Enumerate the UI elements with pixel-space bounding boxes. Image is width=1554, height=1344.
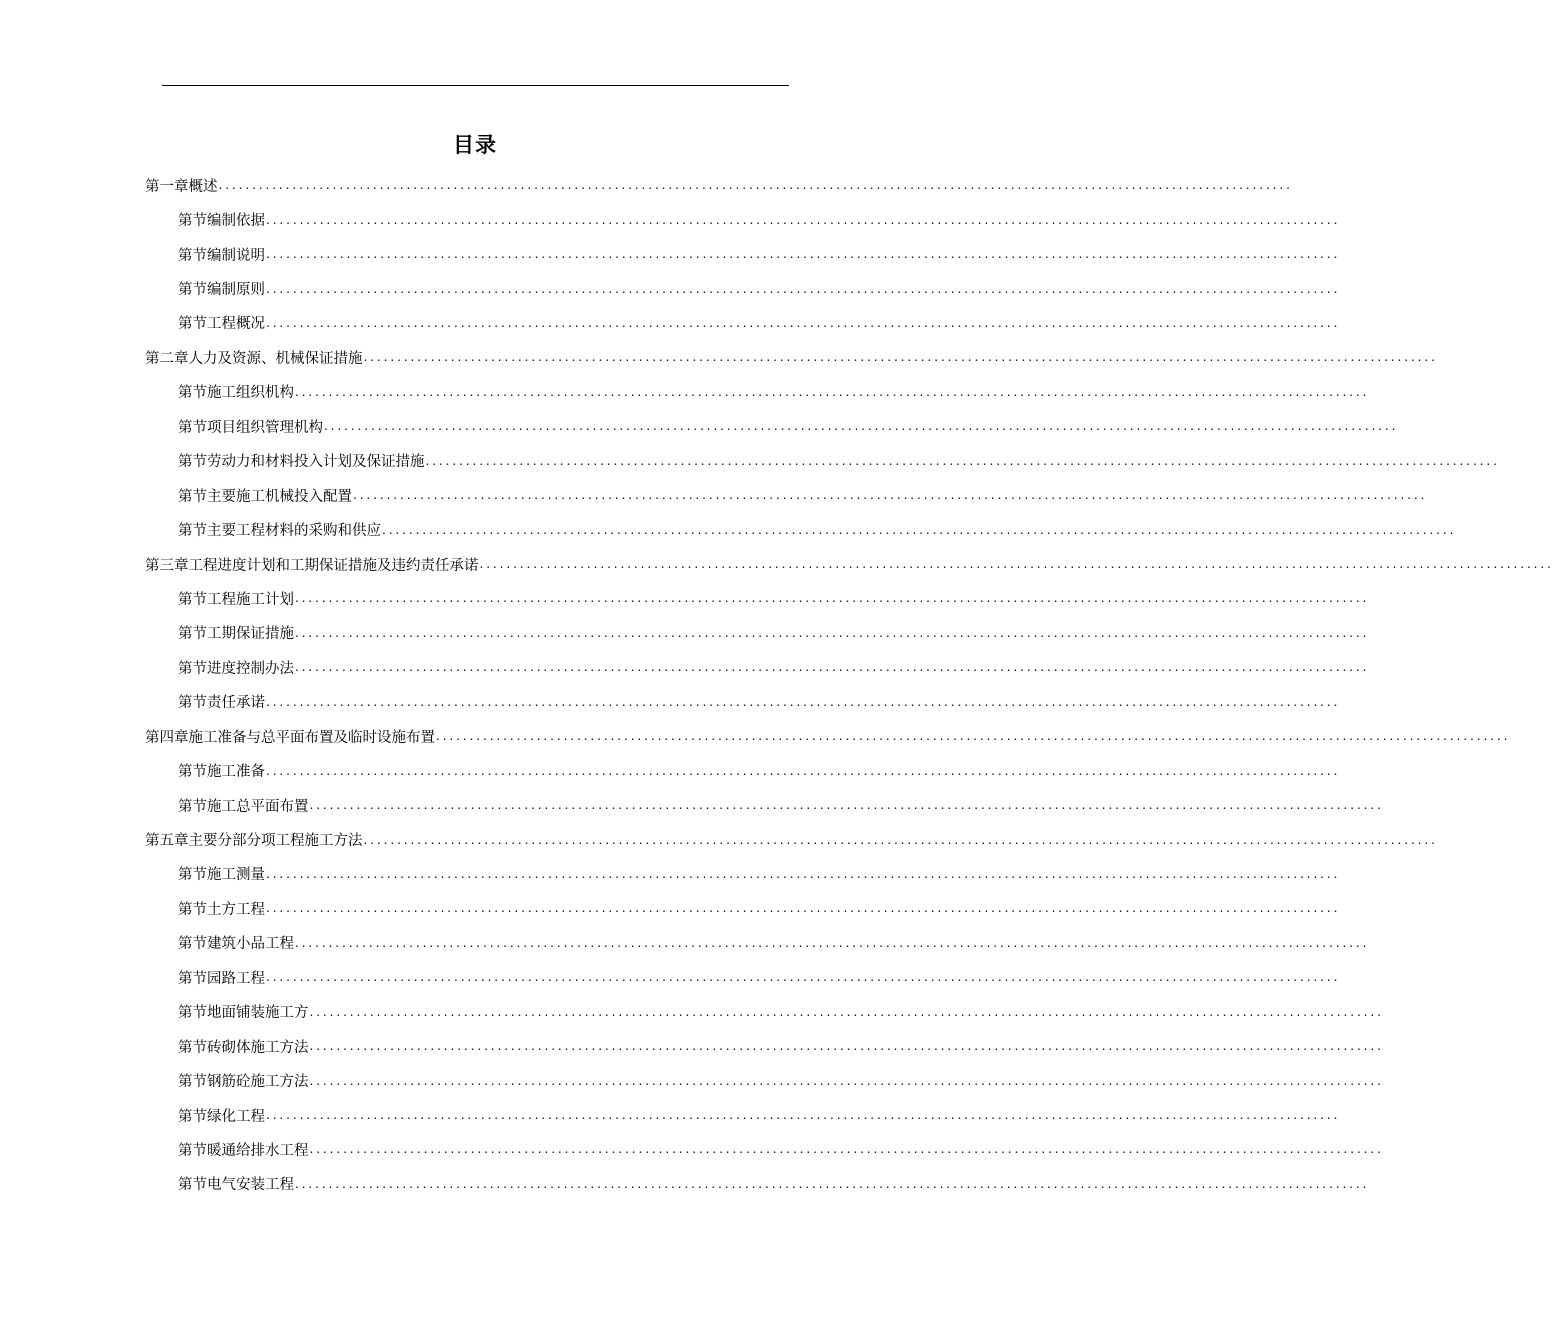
toc-section-entry[interactable]: [0, 650, 1370, 684]
toc-chapter-entry[interactable]: [0, 822, 1438, 856]
toc-entry-number: 第节: [178, 488, 207, 505]
toc-entry-text: 工程施工计划: [207, 591, 294, 608]
toc-dot-leader: ................................................................................................................................................................: [295, 384, 1370, 399]
toc-entry-text: 工期保证措施: [207, 626, 294, 643]
toc-dot-leader: ................................................................................................................................................................: [266, 247, 1341, 262]
toc-entry-number: 第节: [178, 798, 207, 815]
toc-dot-leader: ................................................................................................................................................................: [266, 212, 1341, 227]
toc-section-entry[interactable]: [0, 1029, 1384, 1063]
toc-dot-leader: ................................................................................................................................................................: [266, 281, 1341, 296]
toc-section-entry[interactable]: [0, 891, 1341, 925]
toc-dot-leader: ................................................................................................................................................................: [266, 1108, 1341, 1123]
toc-section-entry[interactable]: [0, 788, 1384, 822]
toc-entry-text: 主要施工机械投入配置: [207, 488, 352, 505]
toc-dot-leader: ................................................................................................................................................................: [266, 315, 1341, 330]
toc-entry-text: 主要工程材料的采购和供应: [207, 523, 381, 540]
toc-entry-number: 第节: [178, 1177, 207, 1194]
toc-dot-leader: ................................................................................................................................................................: [266, 763, 1341, 778]
toc-entry-number: 第三章: [145, 557, 189, 574]
toc-section-entry[interactable]: [0, 271, 1341, 305]
toc-entry-number: 第节: [178, 385, 207, 402]
toc-section-entry[interactable]: [0, 616, 1370, 650]
header-rule: [162, 85, 789, 86]
toc-dot-leader: ................................................................................................................................................................: [382, 522, 1457, 537]
toc-entry-text: 绿化工程: [207, 1108, 265, 1125]
toc-entry-text: 项目组织管理机构: [207, 419, 323, 436]
toc-section-entry[interactable]: [0, 478, 1428, 512]
toc-entry-text: 编制说明: [207, 247, 265, 264]
toc-section-entry[interactable]: [0, 202, 1341, 236]
toc-section-entry[interactable]: [0, 995, 1384, 1029]
toc-chapter-entry[interactable]: [0, 547, 1554, 581]
toc-entry-text: 进度控制办法: [207, 660, 294, 677]
toc-entry-text: 概述: [188, 178, 218, 195]
toc-dot-leader: ................................................................................................................................................................: [295, 591, 1370, 606]
toc-entry-number: 第节: [178, 1039, 207, 1056]
toc-dot-leader: ................................................................................................................................................................: [218, 178, 1293, 193]
toc-dot-leader: ................................................................................................................................................................: [479, 557, 1554, 572]
toc-entry-number: 第节: [178, 1108, 207, 1125]
toc-dot-leader: ................................................................................................................................................................: [363, 832, 1438, 847]
toc-entry-number: 第节: [178, 764, 207, 781]
toc-section-entry[interactable]: [0, 444, 1500, 478]
toc-entry-number: 第二章: [145, 350, 189, 367]
toc-entry-number: 第节: [178, 523, 207, 540]
toc-entry-text: 钢筋砼施工方法: [207, 1074, 309, 1091]
toc-section-entry[interactable]: [0, 237, 1341, 271]
toc-dot-leader: ................................................................................................................................................................: [295, 935, 1370, 950]
toc-list: [0, 168, 1554, 1201]
toc-entry-text: 责任承诺: [207, 695, 265, 712]
toc-entry-number: 第节: [178, 282, 207, 299]
toc-entry-text: 主要分部分项工程施工方法: [188, 833, 363, 850]
toc-dot-leader: ................................................................................................................................................................: [295, 625, 1370, 640]
toc-entry-text: 园路工程: [207, 970, 265, 987]
toc-entry-text: 工程概况: [207, 316, 265, 333]
toc-entry-text: 电气安装工程: [207, 1177, 294, 1194]
toc-entry-text: 施工测量: [207, 867, 265, 884]
toc-chapter-entry[interactable]: [0, 168, 1293, 202]
toc-dot-leader: ................................................................................................................................................................: [266, 866, 1341, 881]
toc-section-entry[interactable]: [0, 753, 1341, 787]
toc-entry-text: 土方工程: [207, 901, 265, 918]
toc-dot-leader: ................................................................................................................................................................: [309, 1039, 1384, 1054]
toc-entry-number: 第节: [178, 867, 207, 884]
toc-entry-text: 人力及资源、机械保证措施: [188, 350, 363, 367]
toc-title: 目录: [453, 132, 497, 157]
toc-dot-leader: ................................................................................................................................................................: [425, 453, 1500, 468]
toc-entry-number: 第节: [178, 213, 207, 230]
toc-entry-number: 第节: [178, 901, 207, 918]
toc-section-entry[interactable]: [0, 1098, 1341, 1132]
toc-section-entry[interactable]: [0, 960, 1341, 994]
toc-entry-number: 第节: [178, 626, 207, 643]
toc-section-entry[interactable]: [0, 581, 1370, 615]
toc-entry-number: 第节: [178, 660, 207, 677]
toc-chapter-entry[interactable]: [0, 340, 1438, 374]
toc-dot-leader: ................................................................................................................................................................: [436, 729, 1511, 744]
toc-section-entry[interactable]: [0, 1132, 1384, 1166]
toc-section-entry[interactable]: [0, 926, 1370, 960]
toc-entry-number: 第节: [178, 970, 207, 987]
toc-section-entry[interactable]: [0, 375, 1370, 409]
toc-entry-number: 第一章: [145, 178, 189, 195]
toc-dot-leader: ................................................................................................................................................................: [324, 419, 1399, 434]
toc-entry-text: 编制原则: [207, 282, 265, 299]
toc-dot-leader: ................................................................................................................................................................: [295, 660, 1370, 675]
toc-entry-text: 砖砌体施工方法: [207, 1039, 309, 1056]
toc-section-entry[interactable]: [0, 512, 1457, 546]
toc-entry-text: 暖通给排水工程: [207, 1142, 309, 1159]
toc-section-entry[interactable]: [0, 306, 1341, 340]
toc-entry-text: 施工组织机构: [207, 385, 294, 402]
toc-entry-number: 第节: [178, 419, 207, 436]
toc-dot-leader: ................................................................................................................................................................: [309, 1004, 1384, 1019]
toc-section-entry[interactable]: [0, 409, 1399, 443]
toc-entry-number: 第节: [178, 1142, 207, 1159]
toc-dot-leader: ................................................................................................................................................................: [353, 488, 1428, 503]
toc-entry-number: 第节: [178, 591, 207, 608]
toc-entry-text: 地面铺装施工方: [207, 1005, 309, 1022]
toc-dot-leader: ................................................................................................................................................................: [363, 350, 1438, 365]
toc-section-entry[interactable]: [0, 857, 1341, 891]
toc-entry-number: 第节: [178, 454, 207, 471]
toc-entry-text: 施工准备与总平面布置及临时设施布置: [188, 729, 435, 746]
toc-dot-leader: ................................................................................................................................................................: [309, 1142, 1384, 1157]
toc-section-entry[interactable]: [0, 685, 1341, 719]
toc-entry-text: 工程进度计划和工期保证措施及违约责任承诺: [188, 557, 479, 574]
toc-entry-text: 建筑小品工程: [207, 936, 294, 953]
toc-entry-number: 第节: [178, 695, 207, 712]
toc-entry-text: 编制依据: [207, 213, 265, 230]
toc-dot-leader: ................................................................................................................................................................: [309, 798, 1384, 813]
toc-dot-leader: ................................................................................................................................................................: [266, 970, 1341, 985]
toc-entry-number: 第节: [178, 316, 207, 333]
toc-dot-leader: ................................................................................................................................................................: [295, 1176, 1370, 1191]
toc-section-entry[interactable]: [0, 1167, 1370, 1201]
toc-dot-leader: ................................................................................................................................................................: [309, 1073, 1384, 1088]
toc-entry-number: 第五章: [145, 833, 189, 850]
toc-entry-number: 第节: [178, 247, 207, 264]
toc-entry-number: 第节: [178, 1074, 207, 1091]
toc-dot-leader: ................................................................................................................................................................: [266, 901, 1341, 916]
toc-entry-number: 第节: [178, 936, 207, 953]
toc-entry-text: 施工总平面布置: [207, 798, 309, 815]
toc-entry-number: 第四章: [145, 729, 189, 746]
toc-entry-number: 第节: [178, 1005, 207, 1022]
toc-entry-text: 施工准备: [207, 764, 265, 781]
toc-section-entry[interactable]: [0, 1063, 1384, 1097]
toc-entry-text: 劳动力和材料投入计划及保证措施: [207, 454, 425, 471]
toc-dot-leader: ................................................................................................................................................................: [266, 694, 1341, 709]
toc-chapter-entry[interactable]: [0, 719, 1511, 753]
